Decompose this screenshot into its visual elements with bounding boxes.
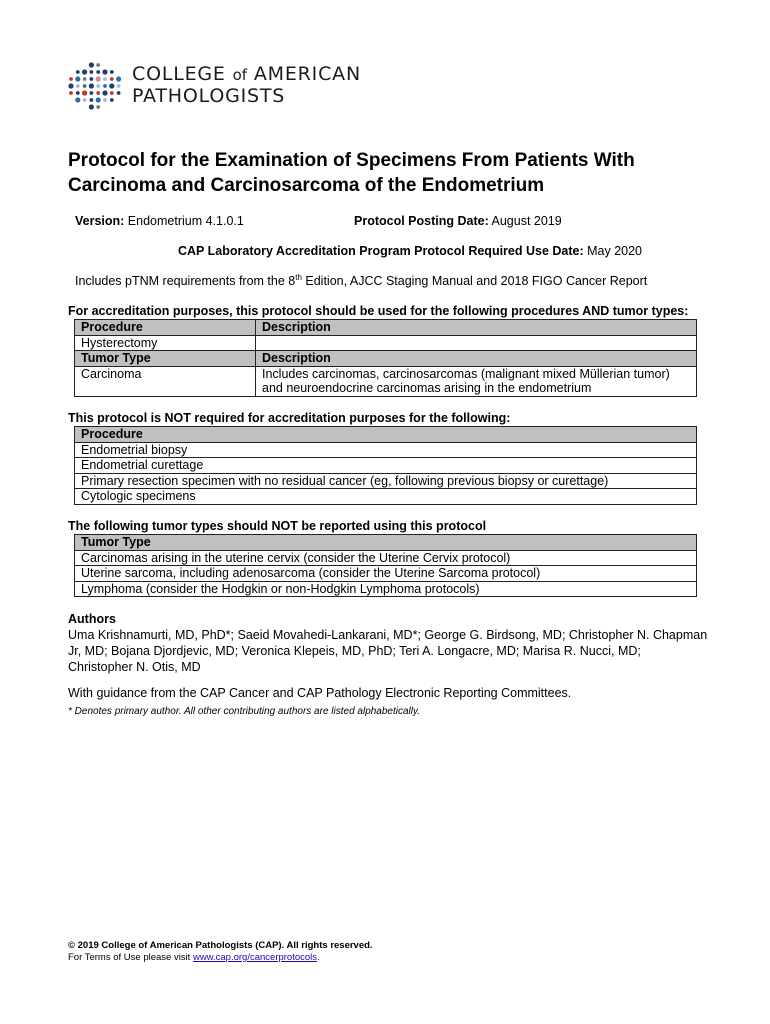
logo-dot	[96, 105, 100, 109]
not-reported-heading: The following tumor types should NOT be reported using this protocol	[68, 519, 487, 533]
table-row	[75, 535, 697, 551]
col-procedure: Procedure	[75, 320, 256, 336]
logo-line2: PATHOLOGISTS	[132, 85, 286, 107]
logo-dot	[102, 90, 107, 95]
required-use-line	[178, 244, 642, 258]
ptnm-sup: th	[295, 273, 302, 282]
ptnm-after: Edition, AJCC Staging Manual and 2018 FIGO Cancer Report	[301, 274, 648, 289]
logo-dot	[90, 77, 94, 81]
logo-dot	[96, 91, 100, 95]
not-required-table	[74, 426, 697, 505]
logo-dot	[110, 70, 114, 74]
logo-dot	[68, 83, 73, 88]
logo-dot	[90, 70, 94, 74]
copyright-text: © 2019 College of American Pathologists (CAP). All rights reserved.	[68, 940, 373, 951]
logo-dot	[89, 62, 94, 67]
cancer-protocols-link[interactable]: www.cap.org/cancerprotocols	[192, 952, 318, 963]
table-row	[75, 366, 697, 396]
ptnm-before: Includes pTNM requirements from the 8	[75, 274, 296, 289]
logo-dot	[69, 77, 73, 81]
logo-dot	[76, 84, 80, 88]
logo-dot	[75, 76, 80, 81]
logo-dot	[96, 70, 100, 74]
logo-dot	[83, 77, 87, 81]
logo-dot	[103, 98, 107, 102]
posting-date-line	[354, 214, 562, 228]
tumor-type-cell: Carcinomas arising in the uterine cervix (consider the Uterine Cervix protocol)	[75, 550, 697, 566]
logo-dot	[96, 63, 100, 67]
col-description-2: Description	[256, 351, 697, 367]
table-row	[75, 581, 697, 597]
logo-dot	[109, 83, 114, 88]
logo-dot	[89, 104, 94, 109]
logo-dot	[110, 98, 114, 102]
logo-dot	[76, 70, 80, 74]
required-use-value: May 2020	[583, 244, 643, 258]
logo-wordmark	[132, 64, 361, 107]
logo-dot	[82, 69, 87, 74]
version-line	[75, 214, 244, 228]
table-row	[75, 489, 697, 505]
procedure-cell: Endometrial biopsy	[75, 442, 697, 458]
procedure-cell: Endometrial curettage	[75, 458, 697, 474]
logo-dot	[96, 84, 100, 88]
description-cell	[256, 335, 697, 351]
procedure-cell: Primary resection specimen with no residual cancer (eg, following previous biopsy or curettage)	[75, 473, 697, 489]
table-row	[75, 427, 697, 443]
col-tumor-type: Tumor Type	[75, 535, 697, 551]
table-row	[75, 566, 697, 582]
logo-dot	[103, 84, 107, 88]
tumor-type-cell: Uterine sarcoma, including adenosarcoma (consider the Uterine Sarcoma protocol)	[75, 566, 697, 582]
not-required-heading: This protocol is NOT required for accreditation purposes for the following:	[68, 411, 511, 425]
tumor-type-cell: Lymphoma (consider the Hodgkin or non-Hodgkin Lymphoma protocols)	[75, 581, 697, 597]
terms-text: For Terms of Use please visit	[68, 952, 193, 963]
logo-dot	[96, 97, 101, 102]
logo-dot	[117, 84, 121, 88]
table-row	[75, 458, 697, 474]
terms-line	[68, 952, 373, 964]
authors-heading: Authors	[68, 612, 116, 626]
logo-dot	[116, 76, 121, 81]
posting-date-label: Protocol Posting Date:	[354, 214, 489, 228]
cap-logo	[67, 60, 387, 112]
table-row	[75, 442, 697, 458]
logo-dot	[103, 77, 107, 81]
logo-dot	[90, 98, 94, 102]
logo-dot	[82, 90, 87, 95]
page-footer	[68, 940, 373, 964]
logo-dots-icon	[67, 60, 123, 112]
logo-dot	[89, 83, 94, 88]
table-row	[75, 335, 697, 351]
posting-date-value: August 2019	[488, 214, 562, 228]
table-row	[75, 550, 697, 566]
authors-list: Uma Krishnamurti, MD, PhD*; Saeid Movahedi-Lankarani, MD*; George G. Birdsong, MD; Christopher N. Chapman Jr, MD; Bojana Djordjevic, MD; Veronica Klepeis, MD, PhD; Teri A. Longacre, MD; Marisa R. Nucci, MD; Christopher N. Otis, MD	[68, 628, 708, 674]
tumor-description-cell: Includes carcinomas, carcinosarcomas (malignant mixed Müllerian tumor) and neuroendocrine carcinomas arising in the endometrium	[256, 366, 697, 396]
author-note: * Denotes primary author. All other contributing authors are listed alphabetically.	[68, 706, 421, 717]
procedure-cell: Cytologic specimens	[75, 489, 697, 505]
version-value: Endometrium 4.1.0.1	[124, 214, 244, 228]
logo-dot	[117, 91, 121, 95]
accreditation-heading: For accreditation purposes, this protocol should be used for the following procedures AND tumor types:	[68, 304, 689, 318]
not-reported-table	[74, 534, 697, 597]
logo-dot	[90, 91, 94, 95]
col-description: Description	[256, 320, 697, 336]
logo-line1-of: of	[232, 66, 248, 84]
required-use-label: CAP Laboratory Accreditation Program Protocol Required Use Date:	[178, 244, 584, 258]
table-row	[75, 473, 697, 489]
accreditation-table	[74, 319, 697, 397]
logo-dot	[69, 91, 73, 95]
logo-dot	[102, 69, 107, 74]
logo-dot	[110, 77, 114, 81]
logo-dot	[110, 91, 114, 95]
table-row	[75, 320, 697, 336]
table-row	[75, 351, 697, 367]
procedure-cell: Hysterectomy	[75, 335, 256, 351]
terms-period: .	[317, 952, 320, 963]
tumor-type-cell: Carcinoma	[75, 366, 256, 396]
logo-dot	[83, 98, 87, 102]
ptnm-line	[75, 273, 647, 288]
logo-line1-b: AMERICAN	[247, 63, 361, 85]
logo-dot	[75, 97, 80, 102]
logo-dot	[96, 76, 101, 81]
logo-dot	[83, 84, 87, 88]
col-tumor-type: Tumor Type	[75, 351, 256, 367]
logo-dot	[76, 91, 80, 95]
logo-line1-a: COLLEGE	[132, 63, 233, 85]
guidance-text: With guidance from the CAP Cancer and CAP Pathology Electronic Reporting Committees.	[68, 686, 572, 700]
document-title: Protocol for the Examination of Specimens From Patients With Carcinoma and Carcinosarcoma of the Endometrium	[68, 150, 635, 196]
version-label: Version:	[75, 214, 125, 228]
col-procedure: Procedure	[75, 427, 697, 443]
